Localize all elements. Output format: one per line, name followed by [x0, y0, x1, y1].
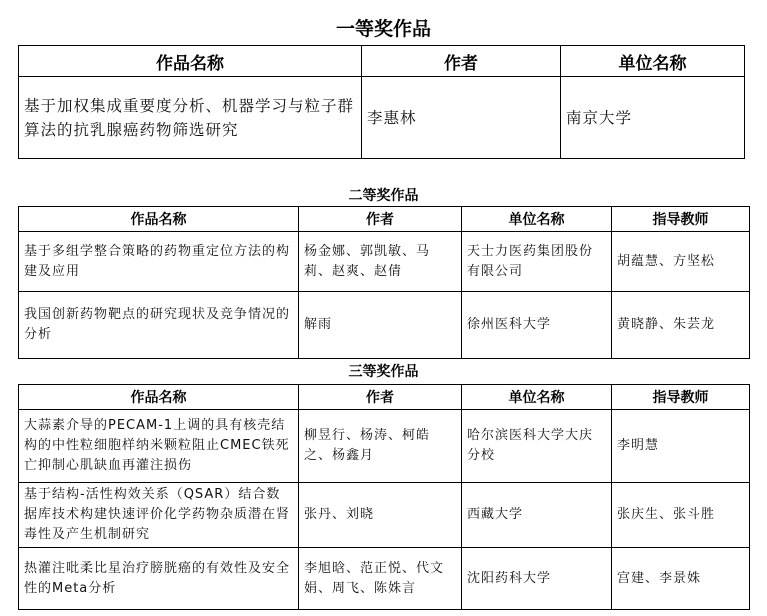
header-unit: 单位名称: [462, 385, 612, 410]
cell-author: 李旭晗、范正悦、代文娟、周飞、陈姝言: [299, 548, 462, 610]
cell-unit: 徐州医科大学: [462, 292, 612, 359]
header-unit: 单位名称: [561, 46, 745, 77]
cell-advisor: 黄晓静、朱芸龙: [612, 292, 750, 359]
cell-work: 基于结构-活性构效关系（QSAR）结合数据库技术构建快速评价化学药物杂质潜在肾毒性及产生机制研究: [19, 483, 299, 548]
table-header-row: [19, 385, 750, 410]
header-work: 作品名称: [19, 207, 299, 232]
cell-unit: 天士力医药集团股份有限公司: [462, 232, 612, 292]
table-row: [19, 548, 750, 610]
cell-author: 李惠林: [362, 77, 561, 159]
cell-work: 大蒜素介导的PECAM-1上调的具有核壳结构的中性粒细胞样纳米颗粒阻止CMEC铁死亡抑制心肌缺血再灌注损伤: [19, 410, 299, 483]
third-prize-heading: 三等奖作品: [348, 364, 419, 380]
table-header-row: [19, 207, 750, 232]
cell-author: 柳昱行、杨涛、柯皓之、杨鑫月: [299, 410, 462, 483]
cell-advisor: 李明慧: [612, 410, 750, 483]
header-advisor: 指导教师: [612, 385, 750, 410]
header-unit: 单位名称: [462, 207, 612, 232]
cell-unit: 哈尔滨医科大学大庆分校: [462, 410, 612, 483]
cell-advisor: 胡蕴慧、方坚松: [612, 232, 750, 292]
second-prize-table: [18, 206, 750, 359]
cell-author: 杨金娜、郭凯敏、马莉、赵爽、赵倩: [299, 232, 462, 292]
cell-work: 基于加权集成重要度分析、机器学习与粒子群算法的抗乳腺癌药物筛选研究: [19, 77, 362, 159]
table-row: [19, 483, 750, 548]
first-prize-table: [18, 45, 745, 159]
header-author: 作者: [362, 46, 561, 77]
table-header-row: [19, 46, 745, 77]
third-prize-table: [18, 384, 750, 610]
table-row: [19, 232, 750, 292]
table-row: [19, 292, 750, 359]
second-prize-heading: 二等奖作品: [348, 188, 419, 204]
cell-unit: 南京大学: [561, 77, 745, 159]
header-work: 作品名称: [19, 46, 362, 77]
cell-unit: 西藏大学: [462, 483, 612, 548]
cell-work: 我国创新药物靶点的研究现状及竞争情况的分析: [19, 292, 299, 359]
cell-work: 热灌注吡柔比星治疗膀胱癌的有效性及安全性的Meta分析: [19, 548, 299, 610]
cell-unit: 沈阳药科大学: [462, 548, 612, 610]
cell-advisor: 张庆生、张斗胜: [612, 483, 750, 548]
header-author: 作者: [299, 207, 462, 232]
cell-author: 张丹、刘晓: [299, 483, 462, 548]
header-advisor: 指导教师: [612, 207, 750, 232]
header-author: 作者: [299, 385, 462, 410]
cell-author: 解雨: [299, 292, 462, 359]
table-row: [19, 410, 750, 483]
first-prize-heading: 一等奖作品: [335, 18, 431, 40]
table-row: [19, 77, 745, 159]
cell-advisor: 宫建、李景姝: [612, 548, 750, 610]
header-work: 作品名称: [19, 385, 299, 410]
cell-work: 基于多组学整合策略的药物重定位方法的构建及应用: [19, 232, 299, 292]
